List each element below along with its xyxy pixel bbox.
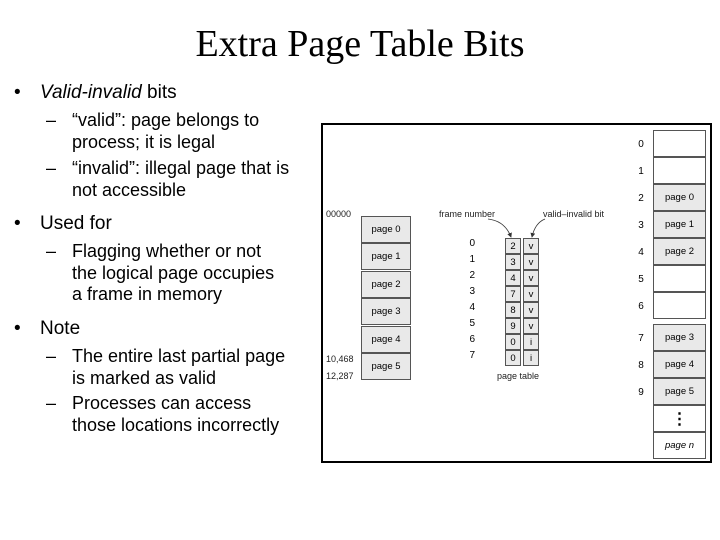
sub-bullet-line: Processes can access [72,393,252,413]
frame-box [653,265,706,292]
bullet-label: Used for [40,213,112,234]
frame-box [653,157,706,184]
frame-cell: 2 [505,238,521,254]
sub-bullet-line: “valid”: page belongs to [72,110,260,130]
valid-bit-cell: v [523,254,539,270]
sub-bullet-line: The entire last partial page [72,346,286,366]
lm-end-address-2: 12,287 [326,371,354,381]
logical-page-box: page 0 [361,216,411,243]
sub-bullet-line: a frame in memory [72,284,223,304]
frame-index: 7 [638,333,644,344]
frame-box: page 1 [653,211,706,238]
frame-box: page 0 [653,184,706,211]
frame-index: 5 [638,274,644,285]
sub-bullet-dash: – [46,393,57,413]
frame-cell: 0 [505,350,521,366]
valid-bit-cell: i [523,350,539,366]
frame-cell: 3 [505,254,521,270]
frame-cell: 7 [505,286,521,302]
frame-box-last: page n [653,432,706,459]
page-table-index: 6 [469,334,475,345]
sub-bullet-line: those locations incorrectly [72,414,280,435]
valid-bit-cell: v [523,302,539,318]
sub-bullet-line: process; it is legal [72,131,216,152]
sub-bullet-dash: – [46,158,57,178]
bullet-dot: • [14,213,21,234]
frame-cell: 0 [505,334,521,350]
frame-cell: 9 [505,318,521,334]
valid-bit-cell: v [523,318,539,334]
frame-cell: 4 [505,270,521,286]
logical-page-box: page 2 [361,271,411,298]
bullet-label [40,82,177,104]
bullet-label: Note [40,318,81,339]
valid-bit-cell: i [523,334,539,350]
valid-bit-cell: v [523,270,539,286]
frame-index: 6 [638,301,644,312]
page-table-label: page table [497,371,540,381]
frame-box: page 5 [653,378,706,405]
logical-page-box: page 4 [361,326,411,353]
page-table-index: 2 [469,270,475,281]
sub-bullet-dash: – [46,346,57,366]
sub-bullet-dash: – [46,110,57,130]
lm-start-address: 00000 [326,209,352,219]
sub-bullet-line: Flagging whether or not [72,241,262,261]
logical-page-box: page 3 [361,298,411,325]
frame-index: 0 [638,139,644,150]
valid-bit-cell: v [523,238,539,254]
frame-number-label: frame number [439,209,496,219]
frame-ellipsis: ⋮ [653,405,706,432]
sub-bullet-dash: – [46,241,57,261]
frame-index: 1 [638,166,644,177]
frame-index: 9 [638,387,644,398]
lm-end-address-1: 10,468 [326,354,354,364]
frame-box [653,130,706,157]
frame-index: 8 [638,360,644,371]
sub-bullet-line: is marked as valid [72,367,217,388]
sub-bullet-line: “invalid”: illegal page that is [72,158,290,178]
sub-bullet-line: not accessible [72,179,187,200]
logical-page-box: page 5 [361,353,411,380]
valid-bit-cell: v [523,286,539,302]
frame-box: page 2 [653,238,706,265]
frame-index: 2 [638,193,644,204]
frame-cell: 8 [505,302,521,318]
page-table-index: 1 [469,254,475,265]
valid-bit-arrow [532,219,545,237]
frame-index: 4 [638,247,644,258]
paging-diagram [321,123,712,463]
sub-bullet-line: the logical page occupies [72,262,275,283]
bullet-dot: • [14,82,21,103]
bullet-dot: • [14,318,21,339]
bullet-label-italic: Valid-invalid [40,82,142,103]
page-table-index: 4 [469,302,475,313]
frame-box [653,292,706,319]
slide-title: Extra Page Table Bits [195,23,525,65]
frame-box: page 4 [653,351,706,378]
logical-page-box: page 1 [361,243,411,270]
frame-index: 3 [638,220,644,231]
frame-box: page 3 [653,324,706,351]
valid-bit-label: valid–invalid bit [543,209,605,219]
page-table-index: 5 [469,318,475,329]
page-table-index: 0 [469,238,475,249]
page-table-index: 3 [469,286,475,297]
bullet-label-rest: bits [141,82,177,103]
page-table-index: 7 [469,350,475,361]
frame-number-arrow [488,219,511,237]
